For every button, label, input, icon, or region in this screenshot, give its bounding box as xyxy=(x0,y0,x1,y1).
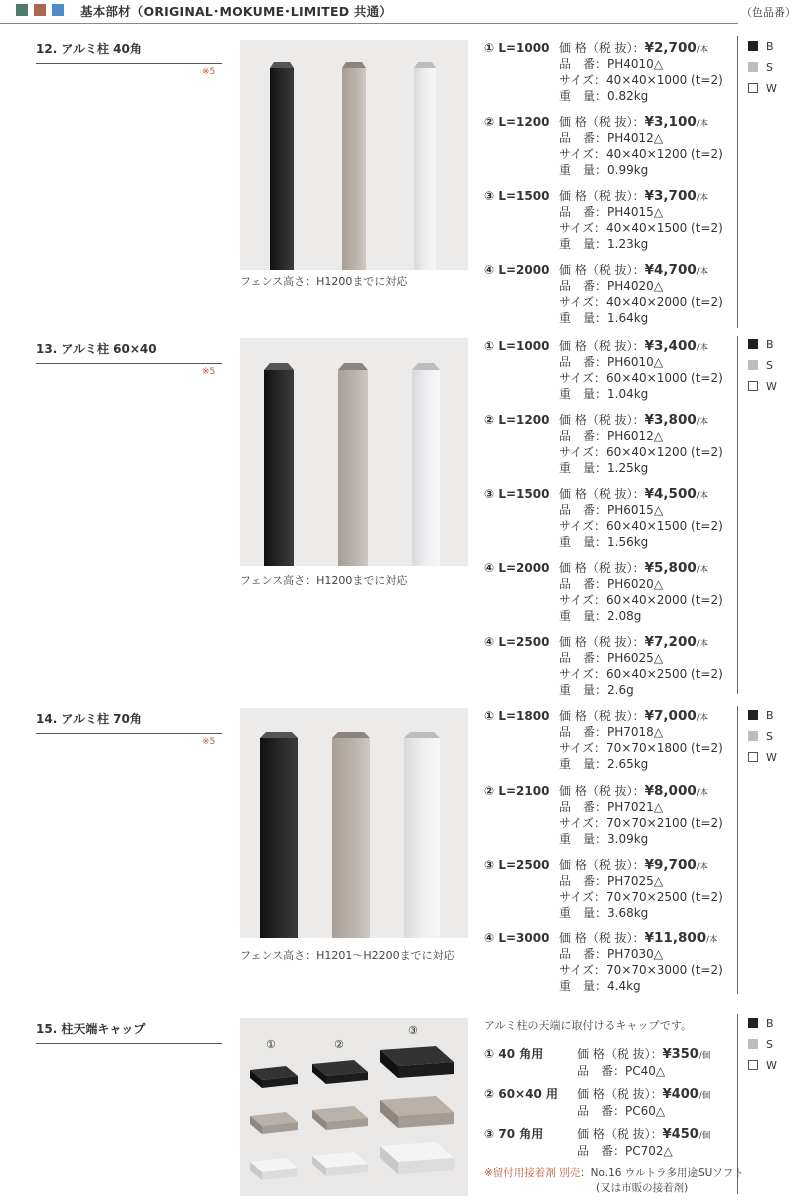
swatch-w xyxy=(748,83,758,93)
size: 70×70×2100 (t=2) xyxy=(606,816,723,830)
page-header xyxy=(0,0,800,28)
spec-item: ① L=1800 価 格（税 抜）：¥7,000/本 品 番：PH7018△ サイズ：70×70×1800 (t=2) 重 量：2.65kg xyxy=(484,708,723,771)
part-number: PC40△ xyxy=(625,1064,666,1078)
product-photo-post-60x40 xyxy=(240,338,468,566)
size: 40×40×2000 (t=2) xyxy=(606,295,723,309)
section-title: 12. アルミ柱 40角 xyxy=(36,40,222,64)
length-label: ② L=1200 xyxy=(484,115,550,129)
weight: 1.25kg xyxy=(607,461,649,475)
weight: 3.68kg xyxy=(607,906,649,920)
part-number: PH6010△ xyxy=(607,355,664,369)
note-mark: ※5 xyxy=(202,737,216,747)
length-label: ③ L=1500 xyxy=(484,189,550,203)
cap-spec-item: ② 60×40 用 価 格（税 抜）：¥400/個 品 番：PC60△ xyxy=(484,1087,711,1118)
price: ¥3,100 xyxy=(644,114,697,130)
swatch-b xyxy=(748,1018,758,1028)
part-number: PH4020△ xyxy=(607,279,664,293)
spec-item: ④ L=2000 価 格（税 抜）：¥4,700/本 品 番：PH4020△ サイズ：40×40×2000 (t=2) 重 量：1.64kg xyxy=(484,262,723,325)
spec-item: ① L=1000 価 格（税 抜）：¥3,400/本 品 番：PH6010△ サイズ：60×40×1000 (t=2) 重 量：1.04kg xyxy=(484,338,723,401)
spec-item: ③ L=2500 価 格（税 抜）：¥9,700/本 品 番：PH7025△ サイズ：70×70×2500 (t=2) 重 量：3.68kg xyxy=(484,857,723,920)
price: ¥7,200 xyxy=(644,634,697,650)
legend-row-w: W xyxy=(748,1059,777,1080)
price: ¥8,000 xyxy=(644,783,697,799)
swatch-b xyxy=(748,339,758,349)
color-chip-brown xyxy=(34,4,46,16)
length-label: ④ L=2000 xyxy=(484,263,550,277)
weight: 1.23kg xyxy=(607,237,649,251)
product-photo-post-70 xyxy=(240,708,468,938)
legend-row-w: W xyxy=(748,82,777,103)
swatch-w xyxy=(748,1060,758,1070)
weight: 1.64kg xyxy=(607,311,649,325)
size: 60×40×1000 (t=2) xyxy=(606,371,723,385)
legend-row-s: S xyxy=(748,61,777,82)
price: ¥400 xyxy=(662,1087,699,1102)
spec-item: ② L=1200 価 格（税 抜）：¥3,800/本 品 番：PH6012△ サイズ：60×40×1200 (t=2) 重 量：1.25kg xyxy=(484,412,723,475)
legend-row-s: S xyxy=(748,1038,777,1059)
spec-item: ④ L=2500 価 格（税 抜）：¥7,200/本 品 番：PH6025△ サイズ：60×40×2500 (t=2) 重 量：2.6g xyxy=(484,634,723,697)
color-legend xyxy=(748,40,777,103)
cap-spec-item: ③ 70 角用 価 格（税 抜）：¥450/個 品 番：PC702△ xyxy=(484,1127,711,1158)
cap-photo-number-2: ② xyxy=(334,1038,344,1051)
weight: 4.4kg xyxy=(607,979,641,993)
legend-row-s: S xyxy=(748,359,777,380)
note-mark: ※5 xyxy=(202,367,216,377)
footnote-line2: (又は市販の接着剤) xyxy=(596,1182,689,1194)
length-label: ④ L=3000 xyxy=(484,931,550,945)
weight: 2.08g xyxy=(607,609,642,623)
header-rule xyxy=(0,23,738,24)
length-label: ④ L=2500 xyxy=(484,635,550,649)
spec-item: ④ L=2000 価 格（税 抜）：¥5,800/本 品 番：PH6020△ サイズ：60×40×2000 (t=2) 重 量：2.08g xyxy=(484,560,723,623)
spec-item: ② L=2100 価 格（税 抜）：¥8,000/本 品 番：PH7021△ サイズ：70×70×2100 (t=2) 重 量：3.09kg xyxy=(484,783,723,846)
legend-row-b: B xyxy=(748,1017,777,1038)
price: ¥3,700 xyxy=(644,188,697,204)
spec-item: ③ L=1500 価 格（税 抜）：¥3,700/本 品 番：PH4015△ サイズ：40×40×1500 (t=2) 重 量：1.23kg xyxy=(484,188,723,251)
weight: 0.99kg xyxy=(607,163,649,177)
part-number: PH6015△ xyxy=(607,503,664,517)
size: 70×70×1800 (t=2) xyxy=(606,741,723,755)
cap-spec-item: ① 40 角用 価 格（税 抜）：¥350/個 品 番：PC40△ xyxy=(484,1047,711,1078)
price: ¥350 xyxy=(662,1047,699,1062)
part-number: PH4010△ xyxy=(607,57,664,71)
cap-size-label: ② 60×40 用 xyxy=(484,1087,558,1101)
part-number: PH6025△ xyxy=(607,651,664,665)
size: 60×40×2500 (t=2) xyxy=(606,667,723,681)
length-label: ③ L=2500 xyxy=(484,858,550,872)
weight: 1.56kg xyxy=(607,535,649,549)
size: 70×70×3000 (t=2) xyxy=(606,963,723,977)
weight: 1.04kg xyxy=(607,387,649,401)
part-number: PC702△ xyxy=(625,1144,673,1158)
part-number: PH4012△ xyxy=(607,131,664,145)
note-mark: ※5 xyxy=(202,67,216,77)
swatch-s xyxy=(748,1039,758,1049)
swatch-s xyxy=(748,360,758,370)
weight: 3.09kg xyxy=(607,832,649,846)
footnote-label: ※留付用接着剤 別売 xyxy=(484,1167,581,1179)
legend-divider xyxy=(737,336,738,694)
color-legend xyxy=(748,709,777,772)
spec-item: ② L=1200 価 格（税 抜）：¥3,100/本 品 番：PH4012△ サイズ：40×40×1200 (t=2) 重 量：0.99kg xyxy=(484,114,723,177)
spec-item: ③ L=1500 価 格（税 抜）：¥4,500/本 品 番：PH6015△ サイズ：60×40×1500 (t=2) 重 量：1.56kg xyxy=(484,486,723,549)
length-label: ① L=1800 xyxy=(484,709,550,723)
cap-size-label: ① 40 角用 xyxy=(484,1047,544,1061)
legend-divider xyxy=(737,706,738,994)
price: ¥11,800 xyxy=(644,930,707,946)
swatch-w xyxy=(748,381,758,391)
length-label: ② L=1200 xyxy=(484,413,550,427)
legend-divider xyxy=(737,36,738,328)
size: 40×40×1500 (t=2) xyxy=(606,221,723,235)
cap-photo-number-1: ① xyxy=(266,1038,276,1051)
part-number: PH7030△ xyxy=(607,947,664,961)
product-photo-post-40 xyxy=(240,40,468,270)
price: ¥4,700 xyxy=(644,262,697,278)
cap-photo-number-3: ③ xyxy=(408,1024,418,1037)
length-label: ③ L=1500 xyxy=(484,487,550,501)
photo-caption: フェンス高さ：H1200までに対応 xyxy=(240,574,408,587)
weight: 0.82kg xyxy=(607,89,649,103)
section-title: 13. アルミ柱 60×40 xyxy=(36,340,222,364)
swatch-s xyxy=(748,62,758,72)
legend-row-b: B xyxy=(748,40,777,61)
size: 40×40×1000 (t=2) xyxy=(606,73,723,87)
weight: 2.6g xyxy=(607,683,634,697)
size: 60×40×2000 (t=2) xyxy=(606,593,723,607)
part-number: PH7018△ xyxy=(607,725,664,739)
section-title: 15. 柱天端キャップ xyxy=(36,1020,222,1044)
size: 40×40×1200 (t=2) xyxy=(606,147,723,161)
product-photo-caps xyxy=(240,1018,468,1196)
part-number: PH7025△ xyxy=(607,874,664,888)
size: 60×40×1200 (t=2) xyxy=(606,445,723,459)
legend-row-s: S xyxy=(748,730,777,751)
swatch-b xyxy=(748,710,758,720)
price: ¥3,800 xyxy=(644,412,697,428)
price: ¥9,700 xyxy=(644,857,697,873)
color-legend xyxy=(748,338,777,401)
section-title: 14. アルミ柱 70角 xyxy=(36,710,222,734)
swatch-s xyxy=(748,731,758,741)
spec-item: ④ L=3000 価 格（税 抜）：¥11,800/本 品 番：PH7030△ サイズ：70×70×3000 (t=2) 重 量：4.4kg xyxy=(484,930,723,993)
price: ¥4,500 xyxy=(644,486,697,502)
weight: 2.65kg xyxy=(607,757,649,771)
color-chip-blue xyxy=(52,4,64,16)
swatch-w xyxy=(748,752,758,762)
cap-intro-text: アルミ柱の天端に取付けるキャップです。 xyxy=(484,1019,693,1032)
adhesive-footnote xyxy=(484,1166,744,1196)
price: ¥7,000 xyxy=(644,708,697,724)
length-label: ② L=2100 xyxy=(484,784,550,798)
spec-item: ① L=1000 価 格（税 抜）：¥2,700/本 品 番：PH4010△ サイズ：40×40×1000 (t=2) 重 量：0.82kg xyxy=(484,40,723,103)
price: ¥3,400 xyxy=(644,338,697,354)
part-number: PH6020△ xyxy=(607,577,664,591)
photo-caption: フェンス高さ：H1201～H2200までに対応 xyxy=(240,949,455,962)
color-chip-green xyxy=(16,4,28,16)
page-title: 基本部材（ORIGINAL･MOKUME･LIMITED 共通） xyxy=(80,4,392,19)
legend-row-w: W xyxy=(748,380,777,401)
legend-row-b: B xyxy=(748,338,777,359)
swatch-b xyxy=(748,41,758,51)
part-number: PH6012△ xyxy=(607,429,664,443)
legend-row-w: W xyxy=(748,751,777,772)
size: 70×70×2500 (t=2) xyxy=(606,890,723,904)
color-legend xyxy=(748,1017,777,1080)
length-label: ④ L=2000 xyxy=(484,561,550,575)
price: ¥450 xyxy=(662,1127,699,1142)
length-label: ① L=1000 xyxy=(484,41,550,55)
part-number: PC60△ xyxy=(625,1104,666,1118)
photo-caption: フェンス高さ：H1200までに対応 xyxy=(240,275,408,288)
price: ¥5,800 xyxy=(644,560,697,576)
price: ¥2,700 xyxy=(644,40,697,56)
part-number: PH4015△ xyxy=(607,205,664,219)
color-code-label: （色品番） xyxy=(741,6,796,19)
legend-row-b: B xyxy=(748,709,777,730)
length-label: ① L=1000 xyxy=(484,339,550,353)
size: 60×40×1500 (t=2) xyxy=(606,519,723,533)
footnote-text: ：No.16 ウルトラ多用途SUソフト xyxy=(580,1167,744,1179)
part-number: PH7021△ xyxy=(607,800,664,814)
cap-size-label: ③ 70 角用 xyxy=(484,1127,544,1141)
